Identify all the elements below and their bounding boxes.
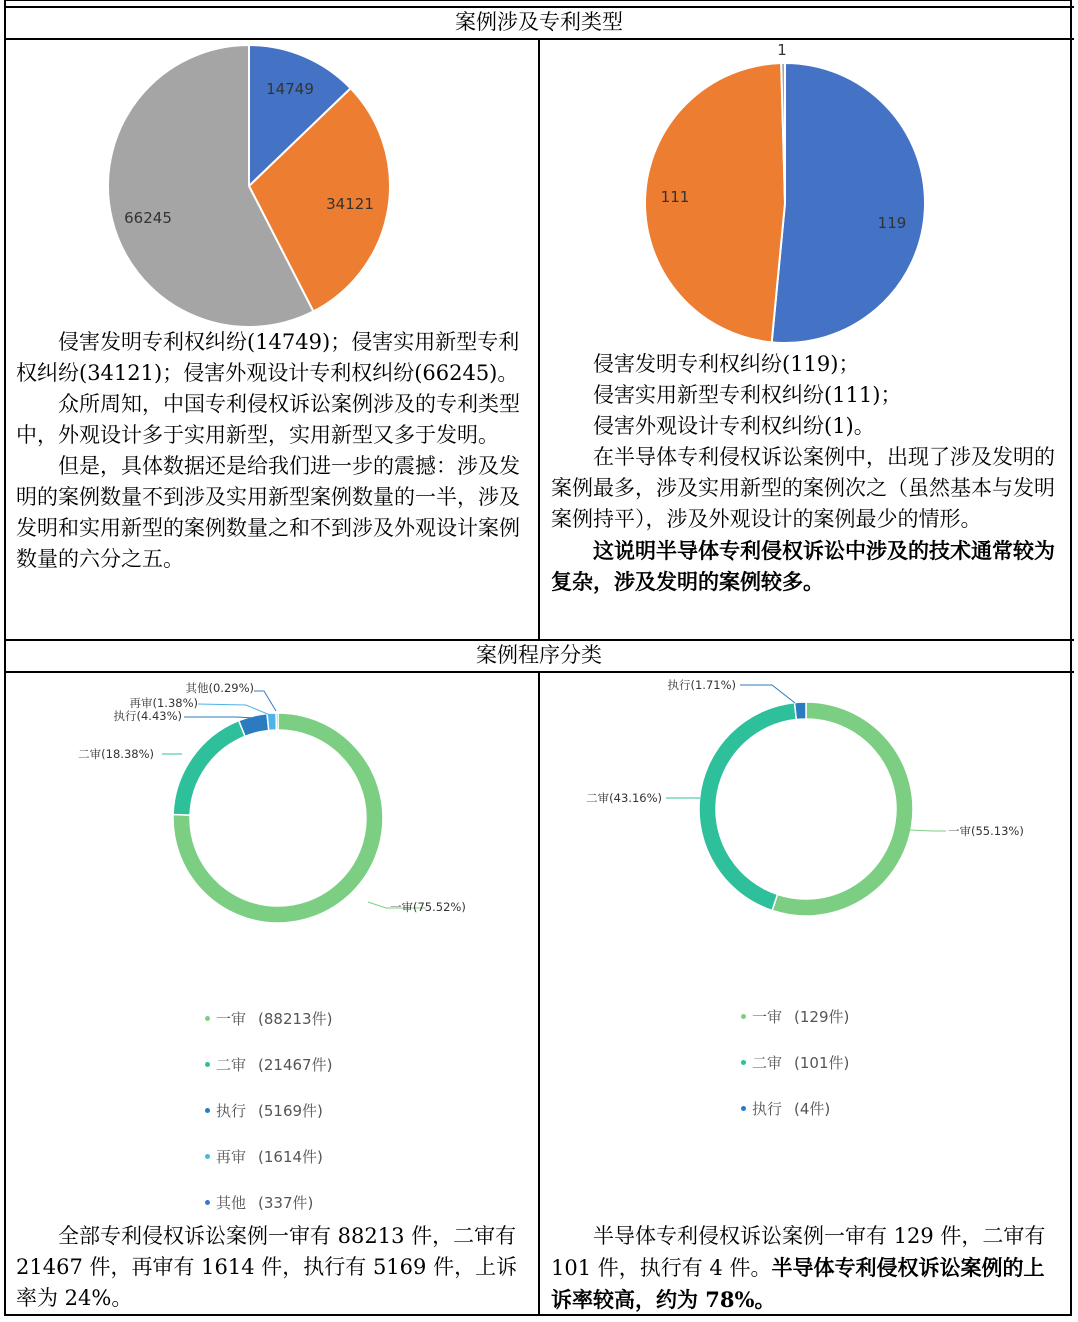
donut-slice (276, 713, 278, 730)
donut-percent-label: 再审(1.38%) (129, 696, 198, 710)
paragraph: 侵害实用新型专利权纠纷(111)； (593, 383, 902, 407)
legend-label: 其他 (216, 1194, 247, 1212)
legend-item (205, 1100, 332, 1146)
text-cell-top-left (16, 327, 528, 575)
legend-label: 一审 (752, 1008, 783, 1026)
paragraph: 侵害外观设计专利权纠纷(1)。 (593, 414, 875, 438)
legend-label: 二审 (216, 1056, 247, 1074)
legend-count: (88213件) (258, 1010, 333, 1028)
legend-item (205, 1054, 332, 1100)
text-bold: 半导体专利侵权诉讼案例的上诉率较高，约为 78%。 (551, 1255, 1045, 1312)
legend-item (741, 1052, 849, 1098)
donut-leader-line (910, 830, 946, 831)
pie-chart-all-cases (100, 40, 400, 336)
paragraph: 众所周知，中国专利侵权诉讼案例涉及的专利类型中，外观设计多于实用新型，实用新型又多于发明。 (16, 392, 520, 447)
section-header-patent-types: 案例涉及专利类型 (455, 10, 623, 34)
donut-leader-line (184, 717, 256, 718)
legend-item (741, 1006, 849, 1052)
paragraph: 侵害发明专利权纠纷(119)； (593, 352, 860, 376)
legend-dot (741, 1060, 746, 1065)
legend-dot (741, 1106, 746, 1111)
legend-count: (4件) (794, 1100, 831, 1118)
column-divider (538, 38, 540, 640)
paragraph: 侵害发明专利权纠纷(14749)；侵害实用新型专利权纠纷(34121)；侵害外观设计专利权纠纷(66245)。 (16, 330, 520, 385)
paragraph-bold: 这说明半导体专利侵权诉讼中涉及的技术通常较为复杂，涉及发明的案例较多。 (551, 538, 1055, 594)
legend-item (741, 1098, 849, 1144)
paragraph: 全部专利侵权诉讼案例一审有 88213 件，二审有 21467 件，再审有 1614 件，执行有 5169 件，上诉率为 24%。 (16, 1224, 518, 1310)
donut-percent-label: 二审(43.16%) (586, 791, 662, 805)
pie-data-label: 111 (660, 188, 690, 206)
donut-slice (699, 703, 796, 911)
legend-item (205, 1008, 332, 1054)
legend-count: (101件) (794, 1054, 850, 1072)
donut-slice (267, 713, 276, 730)
legend-count: (1614件) (258, 1148, 323, 1166)
donut-slice (772, 702, 913, 916)
pie-chart-semiconductor-cases (630, 38, 940, 348)
donut-chart-all-procedure (6, 673, 536, 973)
donut-percent-label: 执行(1.71%) (667, 678, 736, 692)
donut-chart-semiconductor-procedure (540, 673, 1070, 973)
pie-data-label: 1 (777, 41, 787, 59)
donut-leader-line (740, 685, 795, 703)
legend-dot (205, 1016, 210, 1021)
legend-label: 执行 (752, 1100, 783, 1118)
text-cell-top-right (551, 349, 1063, 597)
legend-count: (129件) (794, 1008, 850, 1026)
paragraph: 但是，具体数据还是给我们进一步的震撼：涉及发明的案例数量不到涉及实用新型案例数量的一半，涉及发明和实用新型的案例数量之和不到涉及外观设计案例数量的六分之五。 (16, 454, 520, 571)
legend-dot (205, 1154, 210, 1159)
pie-data-label: 34121 (326, 195, 374, 213)
paragraph (551, 1221, 1063, 1316)
pie-slice (772, 63, 925, 343)
paragraph: 在半导体专利侵权诉讼案例中，出现了涉及发明的案例最多，涉及实用新型的案例次之（虽然基本与发明案例持平），涉及外观设计的案例最少的情形。 (551, 445, 1055, 531)
donut-percent-label: 一审(55.13%) (948, 824, 1024, 838)
legend-label: 二审 (752, 1054, 783, 1072)
legend-label: 再审 (216, 1148, 247, 1166)
legend-all-procedure (205, 1008, 332, 1238)
section-header-procedure: 案例程序分类 (476, 643, 602, 667)
donut-slice (173, 721, 245, 815)
legend-item (205, 1146, 332, 1192)
legend-count: (5169件) (258, 1102, 323, 1120)
legend-label: 执行 (216, 1102, 247, 1120)
legend-dot (741, 1014, 746, 1019)
text-cell-bottom-left (16, 1221, 528, 1314)
donut-leader-line (254, 691, 276, 711)
legend-dot (205, 1062, 210, 1067)
legend-dot (205, 1108, 210, 1113)
legend-count: (21467件) (258, 1056, 333, 1074)
donut-percent-label: 执行(4.43%) (113, 709, 182, 723)
donut-slice (795, 702, 806, 720)
text-normal: 半导体专利侵权诉讼案例一审有 129 件，二审有 101 件，执行有 4 件。 (551, 1224, 1046, 1280)
legend-label: 一审 (216, 1010, 247, 1028)
donut-leader-line (198, 704, 270, 715)
legend-dot (205, 1200, 210, 1205)
pie-data-label: 66245 (124, 209, 172, 227)
legend-semiconductor-procedure (741, 1006, 849, 1144)
pie-data-label: 14749 (266, 80, 314, 98)
text-cell-bottom-right (551, 1221, 1063, 1316)
donut-percent-label: 其他(0.29%) (185, 681, 254, 695)
donut-percent-label: 二审(18.38%) (78, 747, 154, 761)
legend-count: (337件) (258, 1194, 314, 1212)
pie-data-label: 119 (877, 214, 907, 232)
donut-percent-label: 一审(75.52%) (390, 900, 466, 914)
